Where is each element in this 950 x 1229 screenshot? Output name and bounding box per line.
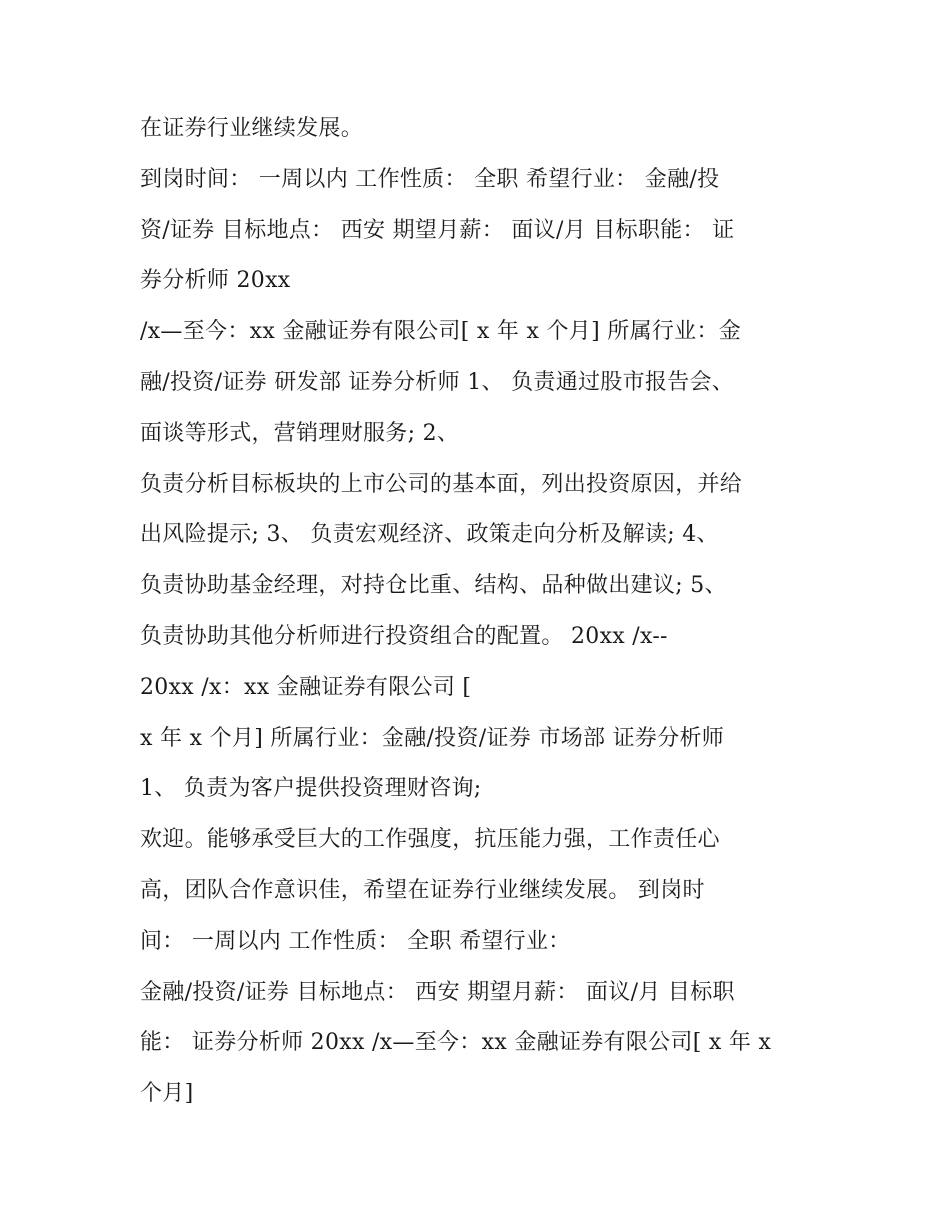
text-line: 负责分析目标板块的上市公司的基本面，列出投资原因，并给 [140,471,743,497]
text-line: 券分析师 20xx [140,268,291,294]
text-line: 资/证券 目标地点： 西安 期望月薪： 面议/月 目标职能： 证 [140,217,735,243]
text-line: 欢迎。能够承受巨大的工作强度，抗压能力强，工作责任心 [140,827,720,853]
text-line: 负责协助基金经理，对持仓比重、结构、品种做出建议; 5、 [140,573,727,599]
text-line: 负责协助其他分析师进行投资组合的配置。 20xx /x-- [140,623,668,649]
document-body [140,104,840,1120]
text-line: 个月] [140,1081,194,1107]
text-line: /x—至今：xx 金融证券有限公司[ x 年 x 个月] 所属行业：金 [140,319,742,345]
text-line: 在证券行业继续发展。 [140,116,364,141]
text-line: 1、 负责为客户提供投资理财咨询; [140,776,482,802]
text-line: 金融/投资/证券 目标地点： 西安 期望月薪： 面议/月 目标职 [140,979,735,1005]
text-line: 到岗时间： 一周以内 工作性质： 全职 希望行业： 金融/投 [140,166,720,192]
text-line: 20xx /x：xx 金融证券有限公司 [ [140,674,472,700]
text-line: 出风险提示; 3、 负责宏观经济、政策走向分析及解读; 4、 [140,522,719,548]
text-line: 高，团队合作意识佳，希望在证券行业继续发展。 到岗时 [140,877,705,903]
text-line: x 年 x 个月] 所属行业：金融/投资/证券 市场部 证券分析师 [140,725,725,751]
text-line: 间： 一周以内 工作性质： 全职 希望行业： [140,928,571,954]
text-line: 能： 证券分析师 20xx /x—至今：xx 金融证券有限公司[ x 年 x [140,1030,772,1056]
text-line: 面谈等形式，营销理财服务; 2、 [140,420,460,446]
text-line: 融/投资/证券 研发部 证券分析师 1、 负责通过股市报告会、 [140,369,735,395]
